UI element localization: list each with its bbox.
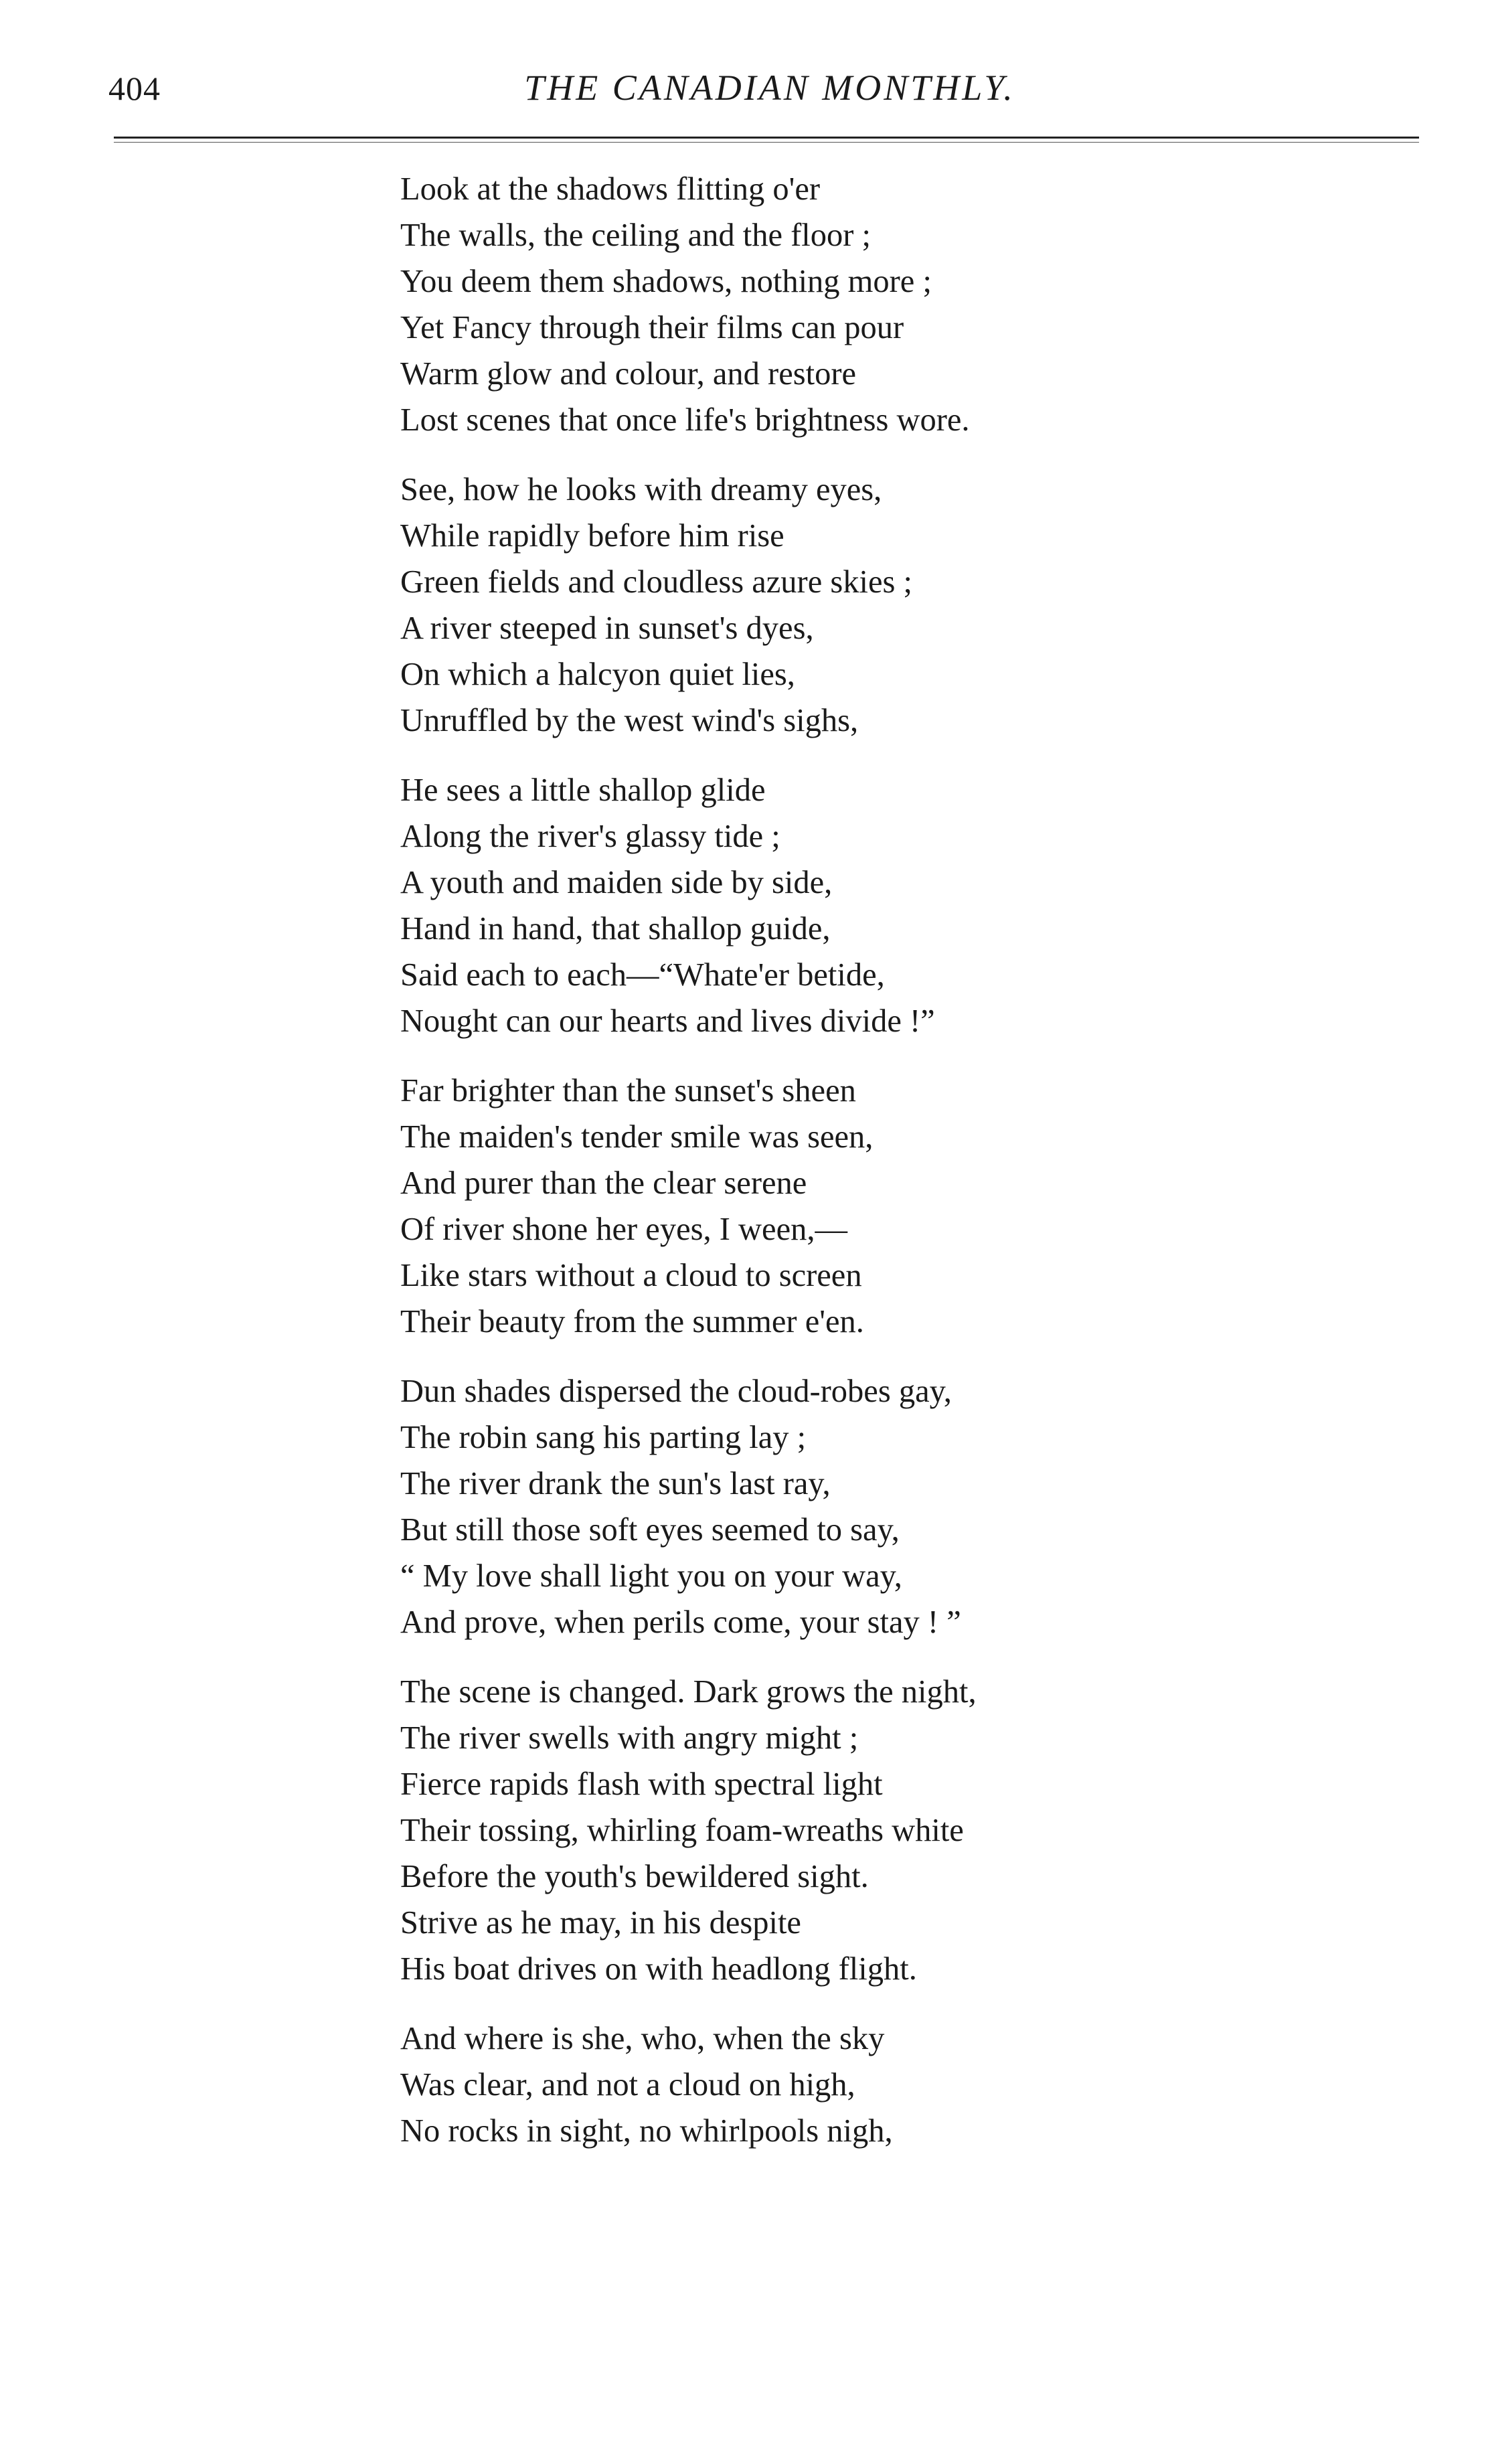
poem-line: Was clear, and not a cloud on high, xyxy=(400,2067,855,2103)
poem-line: See, how he looks with dreamy eyes, xyxy=(400,472,882,507)
poem-line: “ My love shall light you on your way, xyxy=(400,1558,902,1594)
poem-line: Green fields and cloudless azure skies ; xyxy=(400,564,912,600)
poem-line: His boat drives on with headlong flight. xyxy=(400,1951,917,1987)
poem-line: No rocks in sight, no whirlpools nigh, xyxy=(400,2113,893,2149)
poem-line: Yet Fancy through their films can pour xyxy=(400,310,904,345)
header-rule-thin xyxy=(114,142,1419,143)
poem-line: The scene is changed. Dark grows the night, xyxy=(400,1674,977,1710)
poem-line: The walls, the ceiling and the floor ; xyxy=(400,218,872,253)
poem-line: The river drank the sun's last ray, xyxy=(400,1466,831,1501)
poem-line: Unruffled by the west wind's sighs, xyxy=(400,703,859,738)
poem-line: A youth and maiden side by side, xyxy=(400,865,833,900)
stanza-2 xyxy=(400,467,1270,744)
poem-line: And prove, when perils come, your stay ! ” xyxy=(400,1605,961,1640)
stanza-7 xyxy=(400,2016,1270,2154)
poem-line: Warm glow and colour, and restore xyxy=(400,356,857,392)
stanza-6 xyxy=(400,1669,1270,1992)
poem-line: Dun shades dispersed the cloud-robes gay, xyxy=(400,1374,952,1409)
header-rule xyxy=(114,137,1419,139)
poem-line: And where is she, who, when the sky xyxy=(400,2021,885,2056)
poem-line: And purer than the clear serene xyxy=(400,1165,807,1201)
poem-line: Along the river's glassy tide ; xyxy=(400,819,780,854)
poem-line: You deem them shadows, nothing more ; xyxy=(400,264,932,299)
poem-line: Said each to each—“Whate'er betide, xyxy=(400,957,885,993)
poem-line: While rapidly before him rise xyxy=(400,518,784,554)
poem-line: The maiden's tender smile was seen, xyxy=(400,1119,874,1155)
poem-line: Nought can our hearts and lives divide !” xyxy=(400,1003,935,1039)
poem-line: Far brighter than the sunset's sheen xyxy=(400,1073,856,1108)
poem-line: Lost scenes that once life's brightness wore. xyxy=(400,402,970,438)
stanza-4 xyxy=(400,1068,1270,1345)
poem-line: Before the youth's bewildered sight. xyxy=(400,1859,869,1894)
poem-line: Fierce rapids flash with spectral light xyxy=(400,1767,883,1802)
poem-line: A river steeped in sunset's dyes, xyxy=(400,610,814,646)
poem-line: The robin sang his parting lay ; xyxy=(400,1420,807,1455)
poem-line: Look at the shadows flitting o'er xyxy=(400,171,820,207)
page-number: 404 xyxy=(108,70,161,107)
running-head: THE CANADIAN MONTHLY. xyxy=(524,68,1015,108)
poem-line: On which a halcyon quiet lies, xyxy=(400,657,795,692)
poem-line: Strive as he may, in his despite xyxy=(400,1905,801,1941)
poem-line: Hand in hand, that shallop guide, xyxy=(400,911,831,947)
stanza-5 xyxy=(400,1368,1270,1645)
poem-line: Their tossing, whirling foam-wreaths white xyxy=(400,1813,964,1848)
poem-line: Their beauty from the summer e'en. xyxy=(400,1304,864,1339)
stanza-3 xyxy=(400,767,1270,1044)
stanza-1 xyxy=(400,166,1270,443)
poem-line: The river swells with angry might ; xyxy=(400,1720,859,1756)
poem-line: Like stars without a cloud to screen xyxy=(400,1258,862,1293)
poem-body xyxy=(400,166,1270,2178)
poem-line: Of river shone her eyes, I ween,— xyxy=(400,1212,847,1247)
poem-line: He sees a little shallop glide xyxy=(400,772,766,808)
poem-line: But still those soft eyes seemed to say, xyxy=(400,1512,900,1548)
